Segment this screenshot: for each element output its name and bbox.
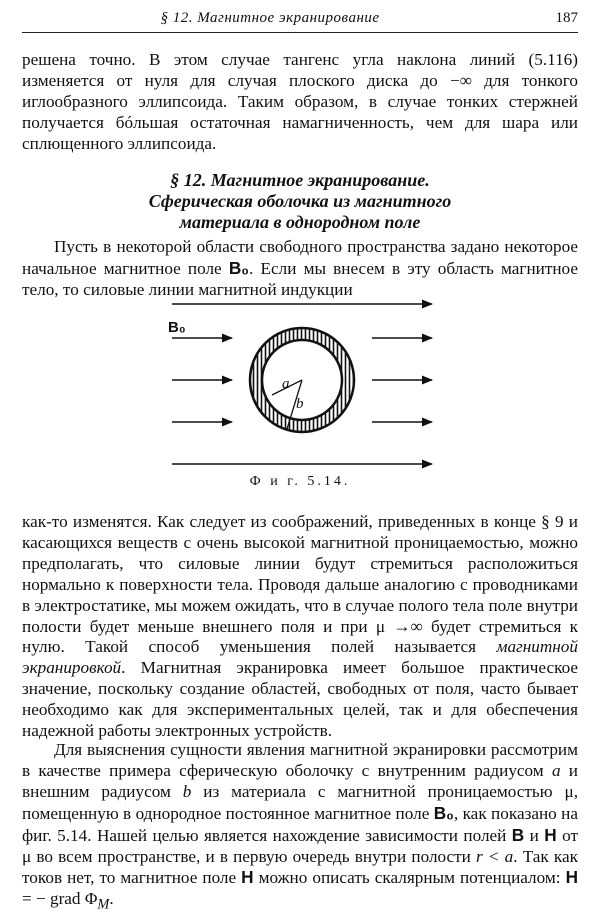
symbol-B: B — [511, 824, 525, 845]
paragraph3-text-b: и внешним радиусом — [22, 760, 579, 801]
intro-paragraph — [22, 237, 578, 301]
paragraph3-text-j: . — [109, 889, 114, 909]
paragraph3-text-h: можно описать скалярным потенциалом: — [253, 868, 566, 888]
symbol-b0: B₀ — [433, 802, 454, 823]
condition-r-less-a: r < a — [476, 846, 514, 866]
figure-label-b: b — [296, 396, 304, 412]
running-title: § 12. Магнитное экранирование — [160, 10, 380, 26]
paragraph3-text-f: от μ во всем пространстве, и в первую очередь внутри полости — [22, 825, 578, 866]
section-heading-line2: Сферическая оболочка из магнитного — [148, 191, 452, 211]
symbol-H: H — [544, 824, 557, 845]
paragraph-spherical-shell — [22, 740, 578, 916]
term-magnetic-shielding: магнитной экранировкой — [22, 637, 578, 678]
continuation-paragraph — [22, 50, 578, 155]
running-header — [22, 8, 578, 33]
paragraph3-text-a: Для выяснения сущности явления магнитной экранировки рассмотрим в качестве примера сферическую оболочку с внутренним радиусом — [22, 740, 578, 780]
paragraph-shielding — [22, 512, 578, 742]
symbol-H-2: H — [241, 867, 254, 888]
subscript-m: M — [97, 896, 110, 913]
paragraph3-text-e: и — [524, 825, 545, 845]
figure-label-a: a — [282, 376, 290, 392]
figure-caption: Ф и г. 5.14. — [249, 474, 351, 489]
symbol-b: b — [182, 781, 192, 801]
page-number: 187 — [555, 10, 578, 26]
paragraph2-text-a: как-то изменятся. Как следует из соображений, приведенных в конце § 9 и касающихся веществ с очень высокой магнитной проницаемостью, можно предполагать, что силовые линии будут стремиться расположиться нормально к поверхности тела. Проводя дальше аналогию с проводниками в электростатике, мы можем ожидать, что в случае полого тела поле внутри полости будет меньше внешнего поля и при μ →∞ будет стремиться к нулю. Такой способ уменьшения полей называется — [22, 512, 578, 657]
paragraph3-text-c: из материала с магнитной проницаемостью μ, помещенную в однородное постоянное магнитное поле — [22, 781, 578, 823]
continuation-text: решена точно. В этом случае тангенс угла наклона линий (5.116) изменяется от нуля для случая плоского диска до −∞ для тонкого иглообразного эллипсоида. Таким образом, в случае тонких стержней получается бóльшая остаточная намагниченность, чем для шара или сплющенного эллипсоида. — [22, 50, 578, 153]
intro-text-a: Пусть в некоторой области свободного пространства задано некоторое начальное магнитное поле — [22, 237, 578, 278]
paragraph3-text-i: = − grad Φ — [22, 889, 98, 909]
section-heading-line1: § 12. Магнитное экранирование. — [170, 170, 430, 190]
figure-5-14 — [160, 296, 450, 496]
intro-text-b: . Если мы внесем в эту область магнитное тело, то силовые линии магнитной индукции — [22, 258, 578, 299]
symbol-H-3: H — [565, 867, 578, 888]
section-heading — [22, 170, 578, 233]
paragraph3-text-g: . Так как токов нет, то магнитное поле — [22, 846, 578, 888]
paragraph2-text-b: . Магнитная экранировка имеет большое практическое значение, поскольку создание областей, свободных от поля, часто бывает необходимо как для экспериментальных целей, так и для обеспечения надежной работы электронных устройств. — [22, 658, 578, 741]
paragraph3-text-d: , как показано на фиг. 5.14. Нашей целью является нахождение зависимости полей — [22, 803, 579, 845]
figure-label-b0: B₀ — [168, 319, 186, 336]
intro-b0-symbol: B₀ — [228, 257, 250, 278]
symbol-a: a — [551, 760, 561, 780]
section-heading-line3: материала в однородном поле — [179, 212, 421, 232]
